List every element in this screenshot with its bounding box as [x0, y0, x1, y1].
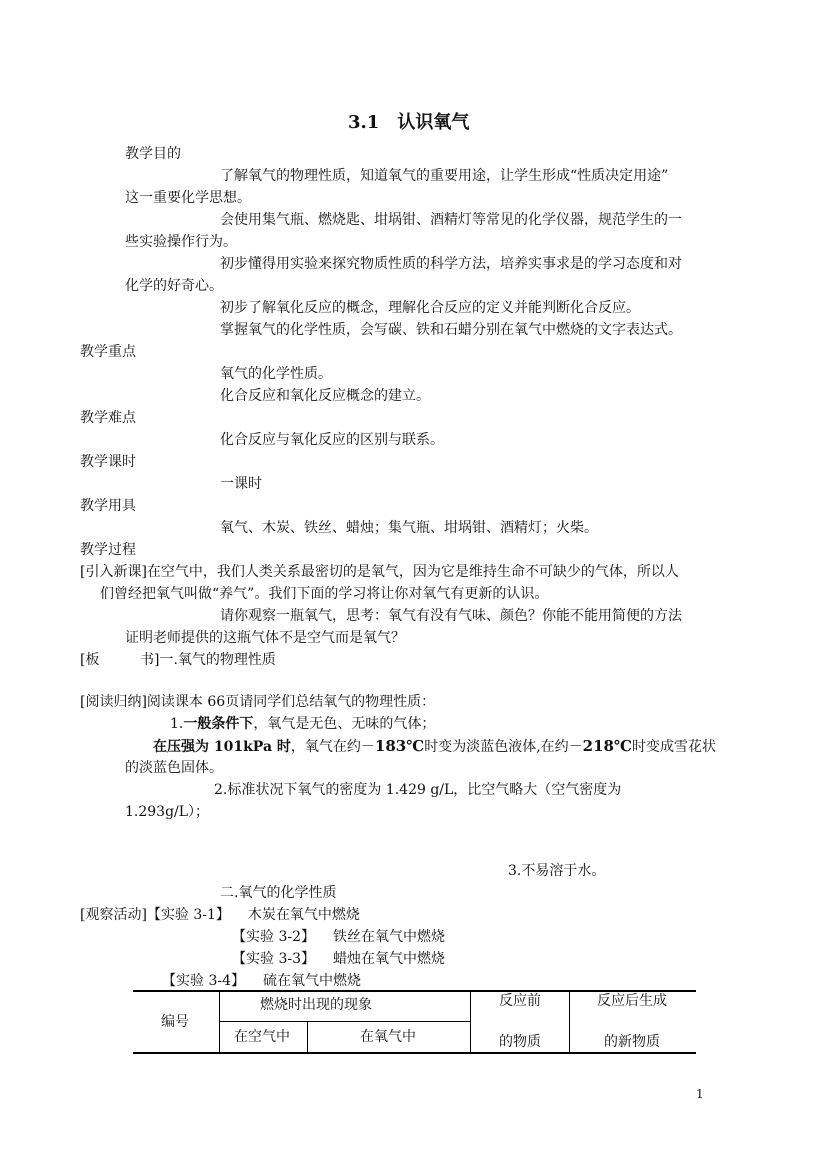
property-line-3: 3.不易溶于水。 — [508, 863, 606, 879]
experiment-title: 木炭在氧气中燃烧 — [247, 907, 360, 923]
objective-line: 会使用集气瓶、燃烧匙、坩埚钳、酒精灯等常见的化学仪器，规范学生的一 — [220, 212, 682, 228]
tools-value: 氧气、木炭、铁丝、蜡烛；集气瓶、坩埚钳、酒精灯；火柴。 — [220, 520, 598, 536]
experiment-table — [133, 990, 696, 1054]
property-text: 时变为淡蓝色液体,在约－ — [424, 739, 583, 755]
property-line-2b: 1.293g/L）； — [125, 804, 210, 820]
intro-line: [引入新课]在空气中，我们人类关系最密切的是氧气，因为它是维持生命不可缺少的气体，所以人 — [80, 564, 679, 580]
reading-line: [阅读归纳]阅读课本 66页请同学们总结氧气的物理性质： — [80, 694, 436, 710]
question-line: 证明老师提供的这瓶气体不是空气而是氧气？ — [125, 630, 405, 646]
table-subheader-line — [219, 1021, 470, 1022]
experiment-title: 硫在氧气中燃烧 — [263, 973, 361, 989]
periods-heading: 教学课时 — [80, 454, 136, 470]
periods-value: 一课时 — [220, 476, 262, 492]
objective-line: 这一重要化学思想。 — [125, 190, 251, 206]
table-header-before: 反应前 — [499, 993, 541, 1009]
objective-line: 了解氧气的物理性质，知道氧气的重要用途，让学生形成“性质决定用途” — [220, 168, 669, 184]
chem-heading: 二.氧气的化学性质 — [220, 885, 337, 901]
experiment-label: 【实验 3-2】 — [232, 929, 315, 945]
property-line-1c: 的淡蓝色固体。 — [125, 760, 223, 776]
property-line-1b — [153, 737, 716, 756]
experiment-title: 铁丝在氧气中燃烧 — [333, 929, 445, 945]
experiment-label: 【实验 3-3】 — [232, 951, 315, 967]
experiment-line — [232, 950, 445, 968]
table-col-line — [470, 990, 471, 1054]
table-header-before: 的物质 — [499, 1034, 541, 1050]
property-text: 时变成雪花状 — [631, 739, 716, 755]
process-heading: 教学过程 — [80, 542, 136, 558]
page-title: 3.1 认识氧气 — [348, 112, 470, 133]
table-header-phenomena: 燃烧时出现的现象 — [260, 997, 372, 1013]
property-text: ，氧气在约－ — [290, 739, 375, 755]
experiment-label: 【实验 3-4】 — [162, 973, 245, 989]
experiment-title: 蜡烛在氧气中燃烧 — [333, 951, 445, 967]
table-col-line — [569, 990, 570, 1054]
table-header-after: 反应后生成 — [597, 993, 667, 1009]
table-subheader-oxygen: 在氧气中 — [360, 1029, 416, 1045]
experiment-line — [162, 972, 361, 990]
table-subheader-air: 在空气中 — [234, 1029, 290, 1045]
objective-line: 掌握氧气的化学性质，会写碳、铁和石蜡分别在氧气中燃烧的文字表达式。 — [220, 322, 682, 338]
property-condition: 一般条件下 — [183, 716, 254, 732]
pressure-condition: 在压强为 101kPa 时 — [153, 739, 291, 755]
difficulty-line: 化合反应与氧化反应的区别与联系。 — [220, 432, 444, 448]
question-line: 请你观察一瓶氧气，思考：氧气有没有气味、颜色？你能不能用简便的方法 — [220, 608, 682, 624]
board-label: [板 — [80, 652, 100, 668]
page-number: 1 — [696, 1087, 704, 1101]
temperature-value: 183℃ — [374, 737, 425, 755]
objective-line: 初步了解氧化反应的概念，理解化合反应的定义并能判断化合反应。 — [220, 300, 640, 316]
experiment-line — [80, 906, 360, 924]
objective-line: 些实验操作行为。 — [125, 234, 237, 250]
table-border-bottom — [133, 1052, 696, 1054]
experiment-label: [观察活动]【实验 3-1】 — [80, 907, 230, 923]
board-heading: 书]一.氧气的物理性质 — [140, 652, 276, 668]
table-header-after: 的新物质 — [604, 1034, 660, 1050]
key-points-heading: 教学重点 — [80, 344, 136, 360]
key-point-line: 氧气的化学性质。 — [220, 366, 332, 382]
objectives-heading: 教学目的 — [125, 146, 181, 162]
experiment-line — [232, 928, 445, 946]
property-line-1 — [170, 715, 435, 733]
temperature-value: 218℃ — [582, 737, 632, 755]
tools-heading: 教学用具 — [80, 498, 136, 514]
table-col-line — [307, 1021, 308, 1054]
objective-line: 化学的好奇心。 — [125, 278, 223, 294]
intro-line: 们曾经把氧气叫做“养气”。我们下面的学习将让你对氧气有更新的认识。 — [100, 586, 549, 602]
property-line-2: 2.标准状况下氧气的密度为 1.429 g/L，比空气略大（空气密度为 — [214, 782, 622, 798]
objective-line: 初步懂得用实验来探究物质性质的科学方法，培养实事求是的学习态度和对 — [220, 256, 682, 272]
property-text: ，氧气是无色、无味的气体； — [253, 716, 436, 732]
table-header-number: 编号 — [161, 1014, 189, 1030]
table-col-line — [219, 990, 220, 1054]
key-point-line: 化合反应和氧化反应概念的建立。 — [220, 388, 430, 404]
property-number: 1. — [170, 716, 184, 732]
difficulties-heading: 教学难点 — [80, 410, 136, 426]
